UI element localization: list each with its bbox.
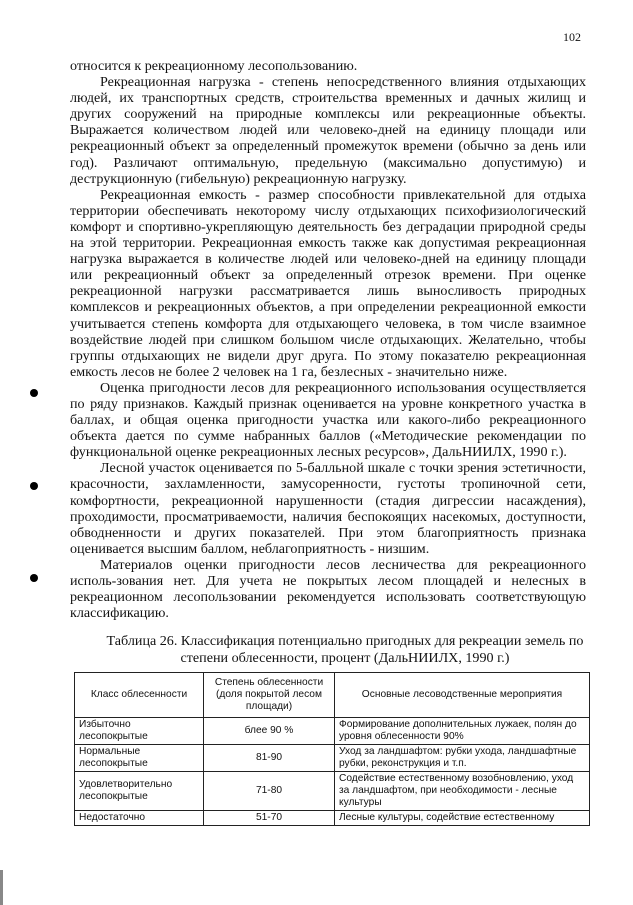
table-row bbox=[75, 772, 590, 811]
body-text bbox=[70, 58, 586, 621]
binder-hole-mark bbox=[30, 482, 38, 490]
table-header-cell: Класс облесенности bbox=[75, 673, 204, 718]
table-cell: блее 90 % bbox=[204, 718, 335, 745]
table-caption: Таблица 26. Классификация потенциально пригодных для рекреации земель по степени облесенности, процент (ДальНИИЛХ, 1990 г.) bbox=[106, 633, 584, 666]
table-cell: Уход за ландшафтом: рубки ухода, ландшафтные рубки, реконструкция и т.п. bbox=[335, 745, 590, 772]
paragraph: Материалов оценки пригодности лесов лесничества для рекреационного исполь-зования нет. Для учета не покрытых лесом площадей и нелесных в рекреационном лесопользовании рекомендуется использовать соответствующую классификацию. bbox=[70, 556, 586, 622]
paragraph: относится к рекреационному лесопользованию. bbox=[70, 58, 358, 74]
table-cell: Содействие естественному возобновлению, уход за ландшафтом, при необходимости - лесные культуры bbox=[335, 772, 590, 811]
table-row bbox=[75, 811, 590, 826]
binder-hole-mark bbox=[30, 389, 38, 397]
paragraph: Рекреационная нагрузка - степень непосредственного влияния отдыхающих людей, их транспортных средств, строительства временных и дачных жилищ и других сооружений на природные комплексы или рекреационные объекты. Выражается количеством людей или человеко-дней на единицу площади или рекреационный объект за определенный промежуток времени (обычно за день или год). Различают оптимальную, предельную (максимально допустимую) и деструкционную (гибельную) рекреационную нагрузку. bbox=[70, 74, 586, 187]
table-cell: 71-80 bbox=[204, 772, 335, 811]
table-header-row bbox=[75, 673, 590, 718]
paragraph: Оценка пригодности лесов для рекреационного использования осуществляется по ряду признаков. Каждый признак оценивается на уровне конкретного участка в баллах, и общая оценка пригодности участка или какого-либо рекреационного объекта дается по сумме набранных баллов («Методические рекомендации по функциональной оценке рекреационных лесных ресурсов», ДальНИИЛХ, 1990 г.). bbox=[70, 379, 586, 461]
table-header-cell: Основные лесоводственные мероприятия bbox=[335, 673, 590, 718]
table-header-cell: Степень облесенности (доля покрытой лесом площади) bbox=[204, 673, 335, 718]
paragraph: Лесной участок оценивается по 5-балльной шкале с точки зрения эстетичности, красочности, захламленности, замусоренности, густоты тропиночной сети, комфортности, рекреационной нарушенности (стадия дигрессии насаждения), проходимости, просматриваемости, наличия беспокоящих насекомых, доступности, обводненности и других показателей. При этом благоприятность признака оценивается высшим баллом, неблагоприятность - низшим. bbox=[70, 460, 586, 557]
table-cell: Избыточно лесопокрытые bbox=[75, 718, 204, 745]
table-cell: 51-70 bbox=[204, 811, 335, 826]
scan-edge-shadow bbox=[0, 870, 3, 905]
table-cell: Нормальные лесопокрытые bbox=[75, 745, 204, 772]
table-cell: Недостаточно bbox=[75, 811, 204, 826]
table-cell: Удовлетворительно лесопокрытые bbox=[75, 772, 204, 811]
page-number: 102 bbox=[563, 30, 581, 44]
table-cell: Формирование дополнительных лужаек, полян до уровня облесенности 90% bbox=[335, 718, 590, 745]
table-cell: 81-90 bbox=[204, 745, 335, 772]
table-row bbox=[75, 718, 590, 745]
classification-table bbox=[74, 672, 590, 826]
table-row bbox=[75, 745, 590, 772]
paragraph: Рекреационная емкость - размер способности привлекательной для отдыха территории обеспечивать некоторому числу отдыхающих психофизиологический комфорт и спортивно-укрепляющую деятельность без деградации природной среды на этой территории. Рекреационная емкость также как допустимая рекреационная нагрузка выражается в количестве людей или человеко-дней на единицу площади или рекреационный объект за определенный отрезок времени. При оценке рекреационной нагрузки рассматривается лишь выносливость природных комплексов и рекреационных объектов, а при определении рекреационной емкости учитывается степень комфорта для отдыхающего человека, в том числе взаимное воздействие людей при слишком большом числе отдыхающих. Желательно, чтобы группы отдыхающих не видели друг друга. По этому показателю рекреационная емкость лесов не более 2 человек на 1 га, безлесных - значительно ниже. bbox=[70, 186, 586, 380]
binder-hole-mark bbox=[30, 574, 38, 582]
table-cell: Лесные культуры, содействие естественному bbox=[335, 811, 590, 826]
